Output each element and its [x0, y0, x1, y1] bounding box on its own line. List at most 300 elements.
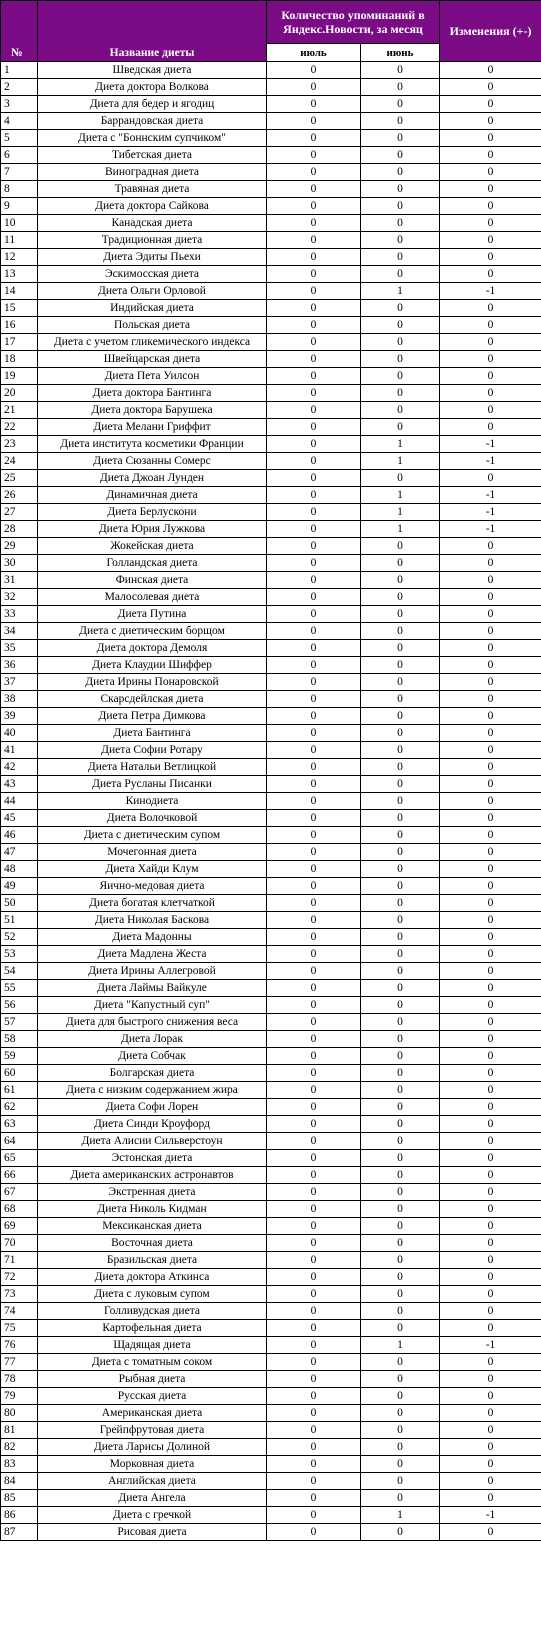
table-row	[1, 62, 541, 79]
row-number: 25	[1, 470, 38, 487]
row-number: 67	[1, 1184, 38, 1201]
table-row	[1, 1252, 541, 1269]
june-count: 0	[361, 708, 440, 725]
change-value: 0	[440, 827, 541, 844]
row-number: 54	[1, 963, 38, 980]
change-value: 0	[440, 861, 541, 878]
table-row	[1, 538, 541, 555]
change-value: 0	[440, 1065, 541, 1082]
diet-name: Диета Лорак	[38, 1031, 267, 1048]
june-count: 0	[361, 1014, 440, 1031]
table-row	[1, 198, 541, 215]
table-row	[1, 1524, 541, 1541]
june-count: 0	[361, 164, 440, 181]
row-number: 22	[1, 419, 38, 436]
june-count: 0	[361, 249, 440, 266]
june-count: 0	[361, 861, 440, 878]
table-row	[1, 385, 541, 402]
july-count: 0	[267, 198, 361, 215]
row-number: 56	[1, 997, 38, 1014]
june-count: 1	[361, 1337, 440, 1354]
diet-name: Диета американских астронавтов	[38, 1167, 267, 1184]
june-count: 0	[361, 1082, 440, 1099]
row-number: 6	[1, 147, 38, 164]
diet-name: Мексиканская диета	[38, 1218, 267, 1235]
row-number: 85	[1, 1490, 38, 1507]
table-row	[1, 1405, 541, 1422]
july-count: 0	[267, 1388, 361, 1405]
row-number: 26	[1, 487, 38, 504]
row-number: 73	[1, 1286, 38, 1303]
diet-name: Диета Бантинга	[38, 725, 267, 742]
table-row	[1, 283, 541, 300]
july-count: 0	[267, 878, 361, 895]
table-row	[1, 164, 541, 181]
june-count: 0	[361, 759, 440, 776]
july-count: 0	[267, 980, 361, 997]
table-row	[1, 317, 541, 334]
july-count: 0	[267, 1473, 361, 1490]
july-count: 0	[267, 1439, 361, 1456]
june-count: 1	[361, 453, 440, 470]
change-value: 0	[440, 657, 541, 674]
july-count: 0	[267, 589, 361, 606]
table-row	[1, 657, 541, 674]
diet-name: Диета "Капустный суп"	[38, 997, 267, 1014]
july-count: 0	[267, 844, 361, 861]
change-value: 0	[440, 198, 541, 215]
table-row	[1, 861, 541, 878]
diet-name: Скарсдейлская диета	[38, 691, 267, 708]
july-count: 0	[267, 708, 361, 725]
july-count: 0	[267, 1184, 361, 1201]
change-value: 0	[440, 385, 541, 402]
july-count: 0	[267, 725, 361, 742]
change-value: 0	[440, 1218, 541, 1235]
row-number: 74	[1, 1303, 38, 1320]
july-count: 0	[267, 1507, 361, 1524]
row-number: 72	[1, 1269, 38, 1286]
change-value: 0	[440, 1422, 541, 1439]
row-number: 69	[1, 1218, 38, 1235]
july-count: 0	[267, 674, 361, 691]
diet-name: Диета института косметики Франции	[38, 436, 267, 453]
june-count: 0	[361, 1405, 440, 1422]
june-count: 0	[361, 623, 440, 640]
diet-name: Диета Путина	[38, 606, 267, 623]
july-count: 0	[267, 861, 361, 878]
change-value: 0	[440, 793, 541, 810]
july-count: 0	[267, 402, 361, 419]
table-row	[1, 946, 541, 963]
july-count: 0	[267, 623, 361, 640]
change-value: 0	[440, 895, 541, 912]
june-count: 0	[361, 895, 440, 912]
diet-name: Диета с гречкой	[38, 1507, 267, 1524]
change-value: 0	[440, 402, 541, 419]
june-count: 0	[361, 725, 440, 742]
change-value: 0	[440, 181, 541, 198]
change-value: 0	[440, 130, 541, 147]
table-row	[1, 810, 541, 827]
june-count: 0	[361, 198, 440, 215]
june-count: 0	[361, 640, 440, 657]
july-count: 0	[267, 385, 361, 402]
june-count: 0	[361, 181, 440, 198]
july-count: 0	[267, 232, 361, 249]
diet-name: Диета Лаймы Вайкуле	[38, 980, 267, 997]
june-count: 0	[361, 79, 440, 96]
june-count: 0	[361, 1422, 440, 1439]
change-value: 0	[440, 1150, 541, 1167]
table-row	[1, 487, 541, 504]
change-value: 0	[440, 1014, 541, 1031]
row-number: 62	[1, 1099, 38, 1116]
diet-name: Диета Синди Кроуфорд	[38, 1116, 267, 1133]
june-count: 0	[361, 1218, 440, 1235]
row-number: 2	[1, 79, 38, 96]
table-row	[1, 1422, 541, 1439]
june-count: 0	[361, 351, 440, 368]
table-row	[1, 759, 541, 776]
table-row	[1, 368, 541, 385]
july-count: 0	[267, 640, 361, 657]
row-number: 15	[1, 300, 38, 317]
table-row	[1, 113, 541, 130]
change-value: 0	[440, 1439, 541, 1456]
change-value: 0	[440, 1184, 541, 1201]
june-count: 1	[361, 1507, 440, 1524]
diet-name: Русская диета	[38, 1388, 267, 1405]
row-number: 33	[1, 606, 38, 623]
row-number: 16	[1, 317, 38, 334]
diet-name: Диета для бедер и ягодиц	[38, 96, 267, 113]
table-row	[1, 1031, 541, 1048]
change-value: 0	[440, 810, 541, 827]
july-count: 0	[267, 555, 361, 572]
july-count: 0	[267, 742, 361, 759]
table-row	[1, 1354, 541, 1371]
july-count: 0	[267, 793, 361, 810]
row-number: 75	[1, 1320, 38, 1337]
change-value: 0	[440, 1235, 541, 1252]
diet-name: Диета с "Боннским супчиком"	[38, 130, 267, 147]
change-value: -1	[440, 1507, 541, 1524]
july-count: 0	[267, 1031, 361, 1048]
diet-name: Диета Софи Лорен	[38, 1099, 267, 1116]
july-count: 0	[267, 181, 361, 198]
table-row	[1, 1065, 541, 1082]
diet-name: Морковная диета	[38, 1456, 267, 1473]
row-number: 83	[1, 1456, 38, 1473]
table-row	[1, 1490, 541, 1507]
diet-name: Болгарская диета	[38, 1065, 267, 1082]
change-value: 0	[440, 1116, 541, 1133]
july-count: 0	[267, 1082, 361, 1099]
change-value: 0	[440, 555, 541, 572]
row-number: 79	[1, 1388, 38, 1405]
change-value: 0	[440, 606, 541, 623]
table-row	[1, 776, 541, 793]
diet-name: Польская диета	[38, 317, 267, 334]
change-value: 0	[440, 725, 541, 742]
row-number: 41	[1, 742, 38, 759]
row-number: 48	[1, 861, 38, 878]
row-number: 32	[1, 589, 38, 606]
diet-name: Диета доктора Сайкова	[38, 198, 267, 215]
change-value: 0	[440, 266, 541, 283]
row-number: 12	[1, 249, 38, 266]
change-value: 0	[440, 1167, 541, 1184]
diet-name: Диета с диетическим супом	[38, 827, 267, 844]
june-count: 0	[361, 317, 440, 334]
row-number: 10	[1, 215, 38, 232]
diet-name: Рисовая диета	[38, 1524, 267, 1541]
diet-name: Диета Мелани Гриффит	[38, 419, 267, 436]
row-number: 3	[1, 96, 38, 113]
row-number: 38	[1, 691, 38, 708]
table-row	[1, 1473, 541, 1490]
change-value: 0	[440, 1388, 541, 1405]
july-count: 0	[267, 368, 361, 385]
row-number: 66	[1, 1167, 38, 1184]
row-number: 37	[1, 674, 38, 691]
table-row	[1, 980, 541, 997]
change-value: 0	[440, 572, 541, 589]
june-count: 0	[361, 691, 440, 708]
june-count: 1	[361, 436, 440, 453]
july-count: 0	[267, 1354, 361, 1371]
june-count: 0	[361, 538, 440, 555]
diet-name: Индийская диета	[38, 300, 267, 317]
july-count: 0	[267, 1014, 361, 1031]
june-count: 0	[361, 368, 440, 385]
row-number: 86	[1, 1507, 38, 1524]
row-number: 47	[1, 844, 38, 861]
july-count: 0	[267, 895, 361, 912]
diet-name: Диета Юрия Лужкова	[38, 521, 267, 538]
table-row	[1, 334, 541, 351]
row-number: 7	[1, 164, 38, 181]
july-count: 0	[267, 113, 361, 130]
july-count: 0	[267, 1456, 361, 1473]
diet-name: Диета Ольги Орловой	[38, 283, 267, 300]
diet-name: Мочегонная диета	[38, 844, 267, 861]
table-row	[1, 827, 541, 844]
diet-name: Диета Эдиты Пьехи	[38, 249, 267, 266]
diet-name: Щадящая диета	[38, 1337, 267, 1354]
june-count: 0	[361, 929, 440, 946]
diet-name: Диета Ларисы Долиной	[38, 1439, 267, 1456]
diet-name: Голландская диета	[38, 555, 267, 572]
change-value: 0	[440, 640, 541, 657]
june-count: 1	[361, 504, 440, 521]
diet-name: Рыбная диета	[38, 1371, 267, 1388]
diet-name: Диета Петра Димкова	[38, 708, 267, 725]
diet-name: Эстонская диета	[38, 1150, 267, 1167]
diet-name: Диета Собчак	[38, 1048, 267, 1065]
june-count: 0	[361, 300, 440, 317]
june-count: 0	[361, 1252, 440, 1269]
change-value: 0	[440, 1082, 541, 1099]
june-count: 0	[361, 1031, 440, 1048]
change-value: 0	[440, 1133, 541, 1150]
row-number: 20	[1, 385, 38, 402]
row-number: 81	[1, 1422, 38, 1439]
diet-name: Диета Волочковой	[38, 810, 267, 827]
june-count: 0	[361, 1269, 440, 1286]
table-row	[1, 929, 541, 946]
july-count: 0	[267, 453, 361, 470]
table-row	[1, 895, 541, 912]
change-value: 0	[440, 470, 541, 487]
table-row	[1, 1014, 541, 1031]
july-count: 0	[267, 249, 361, 266]
change-value: 0	[440, 1286, 541, 1303]
row-number: 35	[1, 640, 38, 657]
row-number: 9	[1, 198, 38, 215]
table-row	[1, 555, 541, 572]
row-number: 65	[1, 1150, 38, 1167]
june-count: 0	[361, 912, 440, 929]
june-count: 0	[361, 1235, 440, 1252]
diet-name: Английская диета	[38, 1473, 267, 1490]
table-row	[1, 742, 541, 759]
july-count: 0	[267, 130, 361, 147]
diet-name: Грейпфрутовая диета	[38, 1422, 267, 1439]
diet-name: Диета Николь Кидман	[38, 1201, 267, 1218]
row-number: 28	[1, 521, 38, 538]
table-row	[1, 96, 541, 113]
change-value: 0	[440, 1456, 541, 1473]
change-value: 0	[440, 368, 541, 385]
diet-name: Диета Алисии Сильверстоун	[38, 1133, 267, 1150]
diet-name: Диета с учетом гликемического индекса	[38, 334, 267, 351]
table-row	[1, 436, 541, 453]
row-number: 76	[1, 1337, 38, 1354]
change-value: 0	[440, 1320, 541, 1337]
change-value: 0	[440, 232, 541, 249]
table-row	[1, 419, 541, 436]
june-count: 0	[361, 776, 440, 793]
row-number: 71	[1, 1252, 38, 1269]
change-value: 0	[440, 776, 541, 793]
diet-name: Диета с луковым супом	[38, 1286, 267, 1303]
row-number: 29	[1, 538, 38, 555]
july-count: 0	[267, 1235, 361, 1252]
july-count: 0	[267, 1422, 361, 1439]
june-count: 1	[361, 521, 440, 538]
june-count: 0	[361, 1201, 440, 1218]
july-count: 0	[267, 827, 361, 844]
diet-name: Канадская диета	[38, 215, 267, 232]
header-mentions-group: Количество упоминаний в Яндекс.Новости, за месяц	[267, 1, 440, 44]
july-count: 0	[267, 1201, 361, 1218]
june-count: 1	[361, 283, 440, 300]
july-count: 0	[267, 1337, 361, 1354]
change-value: 0	[440, 215, 541, 232]
row-number: 44	[1, 793, 38, 810]
change-value: 0	[440, 1490, 541, 1507]
diet-name: Диета Русланы Писанки	[38, 776, 267, 793]
july-count: 0	[267, 96, 361, 113]
diet-name: Диета с диетическим борщом	[38, 623, 267, 640]
table-row	[1, 1507, 541, 1524]
table-row	[1, 215, 541, 232]
diet-name: Диета доктора Аткинса	[38, 1269, 267, 1286]
july-count: 0	[267, 1150, 361, 1167]
june-count: 0	[361, 827, 440, 844]
june-count: 0	[361, 1354, 440, 1371]
change-value: 0	[440, 980, 541, 997]
table-row	[1, 963, 541, 980]
diet-name: Диета Натальи Ветлицкой	[38, 759, 267, 776]
row-number: 53	[1, 946, 38, 963]
july-count: 0	[267, 62, 361, 79]
diet-name: Швейцарская диета	[38, 351, 267, 368]
june-count: 0	[361, 1320, 440, 1337]
july-count: 0	[267, 997, 361, 1014]
row-number: 42	[1, 759, 38, 776]
july-count: 0	[267, 538, 361, 555]
june-count: 0	[361, 113, 440, 130]
row-number: 57	[1, 1014, 38, 1031]
july-count: 0	[267, 266, 361, 283]
table-row	[1, 504, 541, 521]
row-number: 51	[1, 912, 38, 929]
july-count: 0	[267, 1048, 361, 1065]
change-value: 0	[440, 708, 541, 725]
table-row	[1, 1048, 541, 1065]
june-count: 0	[361, 1065, 440, 1082]
july-count: 0	[267, 1218, 361, 1235]
july-count: 0	[267, 487, 361, 504]
july-count: 0	[267, 1167, 361, 1184]
table-row	[1, 79, 541, 96]
row-number: 70	[1, 1235, 38, 1252]
diet-name: Диета для быстрого снижения веса	[38, 1014, 267, 1031]
june-count: 0	[361, 572, 440, 589]
diet-name: Американская диета	[38, 1405, 267, 1422]
row-number: 50	[1, 895, 38, 912]
july-count: 0	[267, 929, 361, 946]
june-count: 0	[361, 215, 440, 232]
diet-name: Традиционная диета	[38, 232, 267, 249]
june-count: 0	[361, 657, 440, 674]
change-value: 0	[440, 300, 541, 317]
change-value: 0	[440, 1473, 541, 1490]
june-count: 0	[361, 402, 440, 419]
june-count: 0	[361, 1150, 440, 1167]
change-value: 0	[440, 317, 541, 334]
table-row	[1, 1116, 541, 1133]
diet-name: Диета доктора Барушека	[38, 402, 267, 419]
june-count: 0	[361, 96, 440, 113]
diet-name: Диета Мадонны	[38, 929, 267, 946]
row-number: 17	[1, 334, 38, 351]
table-row	[1, 130, 541, 147]
change-value: 0	[440, 759, 541, 776]
table-row	[1, 1269, 541, 1286]
table-row	[1, 912, 541, 929]
row-number: 55	[1, 980, 38, 997]
row-number: 61	[1, 1082, 38, 1099]
table-row	[1, 470, 541, 487]
diet-name: Диета Ирины Аллегровой	[38, 963, 267, 980]
row-number: 80	[1, 1405, 38, 1422]
row-number: 1	[1, 62, 38, 79]
row-number: 31	[1, 572, 38, 589]
